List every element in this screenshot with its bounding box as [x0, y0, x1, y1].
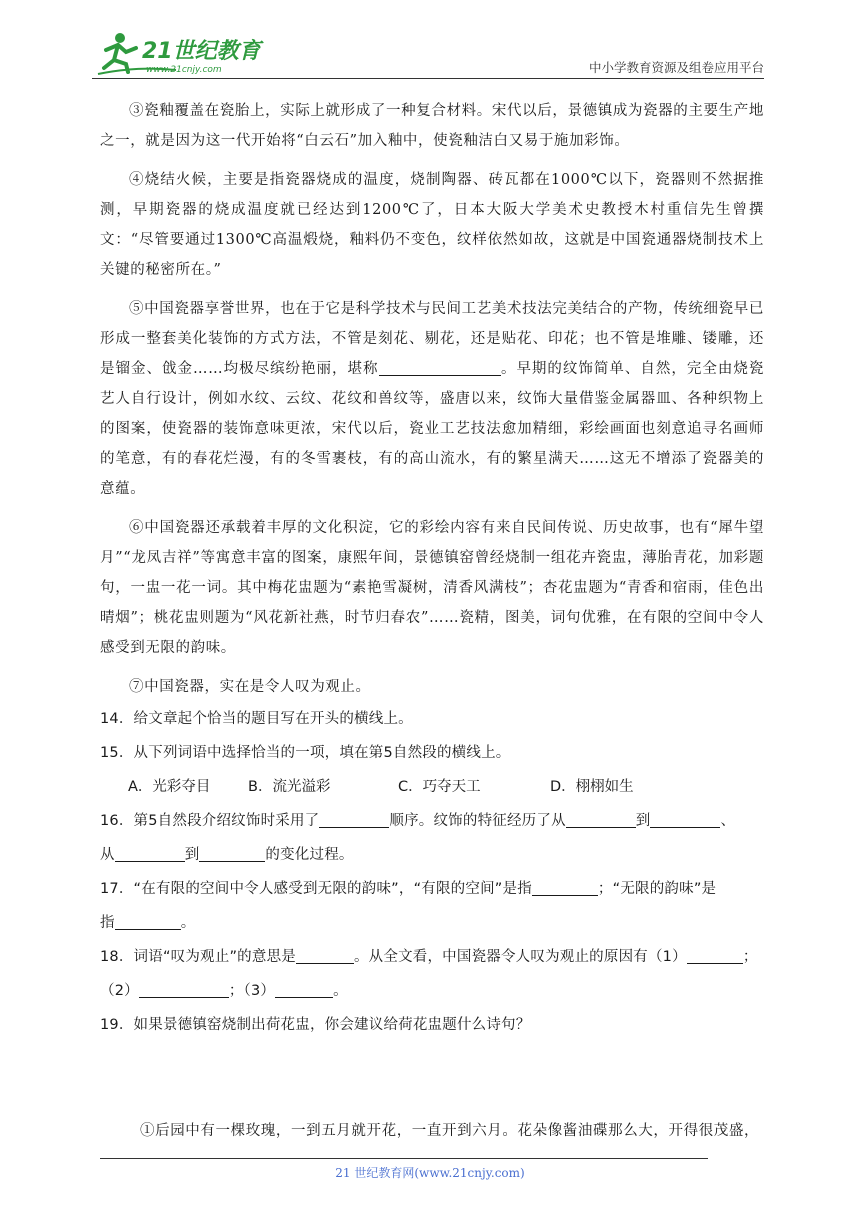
question-16-line2 [100, 838, 764, 872]
question-19: 19．如果景德镇窑烧制出荷花盅，你会建议给荷花盅题什么诗句？ [100, 1017, 531, 1033]
paragraph-3: ③瓷釉覆盖在瓷胎上，实际上就形成了一种复合材料。宋代以后，景德镇成为瓷器的主要生产地之一，就是因为这一代开始将“白云石”加入釉中，使瓷釉洁白又易于施加彩饰。 [100, 103, 764, 149]
q16-text-c: 到 [635, 813, 651, 829]
question-17-line2 [100, 906, 764, 940]
logo-url: www.21cnjy.com [146, 65, 222, 75]
option-b[interactable]: B．流光溢彩 [248, 779, 331, 795]
paragraph-7: ⑦中国瓷器，实在是令人叹为观止。 [129, 679, 371, 695]
q17-text-b: ；“无限的韵味”是 [597, 881, 717, 897]
logo-text: 21世纪教育 [142, 39, 261, 64]
question-15-options [100, 770, 764, 804]
option-a[interactable]: A．光彩夺目 [128, 779, 211, 795]
q16-text-d: 、 [720, 813, 736, 829]
question-14: 14．给文章起个恰当的题目写在开头的横线上。 [100, 711, 413, 727]
q17-text-a: 17．“在有限的空间中令人感受到无限的韵味”，“有限的空间”是指 [100, 881, 532, 897]
q16-blank-2[interactable] [566, 809, 636, 828]
fill-blank-p5[interactable] [379, 357, 501, 376]
page-header [92, 30, 764, 79]
question-15: 15．从下列词语中选择恰当的一项，填在第5自然段的横线上。 [100, 745, 511, 761]
q16-blank-4[interactable] [115, 843, 185, 862]
question-18 [100, 940, 764, 974]
q16-text-f: 到 [184, 847, 200, 863]
footer-divider [100, 1158, 708, 1159]
q18-text-d: （2） [100, 983, 139, 999]
q16-text-e: 从 [100, 847, 115, 863]
paragraph-4: ④烧结火候，主要是指瓷器烧成的温度，烧制陶器、砖瓦都在1000℃以下，瓷器则不然据推测，早期瓷器的烧成温度就已经达到1200℃了，日本大阪大学美术史教授木村重信先生曾撰文：“尽管要通过1300℃高温煅烧，釉料仍不变色，纹样依然如故，这就是中国瓷通器烧制技术上关键的秘密所在。” [100, 172, 764, 278]
question-18-line2 [100, 974, 764, 1008]
article-body [100, 96, 764, 1042]
q18-blank-3[interactable] [139, 979, 229, 998]
q18-text-e: ；（3） [228, 983, 276, 999]
q16-text-a: 16．第5自然段介绍纹饰时采用了 [100, 813, 320, 829]
q18-text-a: 18．词语“叹为观止”的意思是 [100, 949, 296, 965]
q18-blank-2[interactable] [687, 945, 743, 964]
q16-text-g: 的变化过程。 [265, 847, 354, 863]
q16-blank-3[interactable] [650, 809, 720, 828]
page-footer[interactable]: 21 世纪教育网(www.21cnjy.com) [335, 1166, 525, 1180]
paragraph-5 [100, 294, 764, 504]
q18-text-c: ； [742, 949, 758, 965]
q16-text-b: 顺序。纹饰的特征经历了从 [389, 813, 566, 829]
q17-blank-1[interactable] [532, 877, 598, 896]
q18-blank-4[interactable] [275, 979, 333, 998]
next-passage-paragraph-1: ①后园中有一棵玫瑰，一到五月就开花，一直开到六月。花朵像酱油碟那么大，开得很茂盛， [140, 1123, 760, 1139]
q16-blank-1[interactable] [319, 809, 389, 828]
paragraph-5-part2: 。早期的纹饰简单、自然，完全由烧瓷艺人自行设计，例如水纹、云纹、花纹和兽纹等，盛唐以来，纹饰大量借鉴金属器皿、各种织物上的图案，使瓷器的装饰意味更浓，宋代以后，瓷业工艺技法愈加精细，彩绘画面也刻意追寻名画师的笔意，有的春花烂漫，有的冬雪裹枝，有的高山流水，有的繁星满天……这无不增添了瓷器美的意蕴。 [100, 361, 764, 497]
option-d[interactable]: D．栩栩如生 [550, 779, 634, 795]
q17-text-c: 指 [100, 915, 115, 931]
paragraph-6: ⑥中国瓷器还承载着丰厚的文化积淀，它的彩绘内容有来自民间传说、历史故事，也有“犀牛望月”“龙凤吉祥”等寓意丰富的图案，康熙年间，景德镇窑曾经烧制一组花卉瓷盅，薄胎青花，加彩题句，一盅一花一词。其中梅花盅题为“素艳雪凝树，清香风满枝”；杏花盅题为“青香和宿雨，佳色出晴烟”；桃花盅则题为“风花新社燕，时节归春农”……瓷精，图美，词句优雅，在有限的空间中令人感受到无限的韵味。 [100, 520, 764, 656]
q18-text-b: 。从全文看，中国瓷器令人叹为观止的原因有（1） [353, 949, 687, 965]
q18-text-f: 。 [333, 983, 348, 999]
runner-logo-icon [96, 30, 266, 76]
site-logo [96, 30, 266, 76]
q18-blank-1[interactable] [296, 945, 354, 964]
option-c[interactable]: C．巧夺天工 [398, 779, 481, 795]
q17-blank-2[interactable] [115, 911, 181, 930]
paragraph-5-part1: ⑤中国瓷器享誉世界，也在于它是科学技术与民间工艺美术技法完美结合的产物，传统细瓷早已形成一整套美化装饰的方式方法，不管是刻花、剔花，还是贴花、印花；也不管是堆雕、镂雕，还是镏金、戗金……均极尽缤纷艳丽，堪称 [100, 301, 764, 377]
q17-text-d: 。 [180, 915, 196, 931]
platform-title: 中小学教育资源及组卷应用平台 [588, 60, 764, 75]
question-16 [100, 804, 764, 838]
q16-blank-5[interactable] [199, 843, 265, 862]
question-17 [100, 872, 764, 906]
